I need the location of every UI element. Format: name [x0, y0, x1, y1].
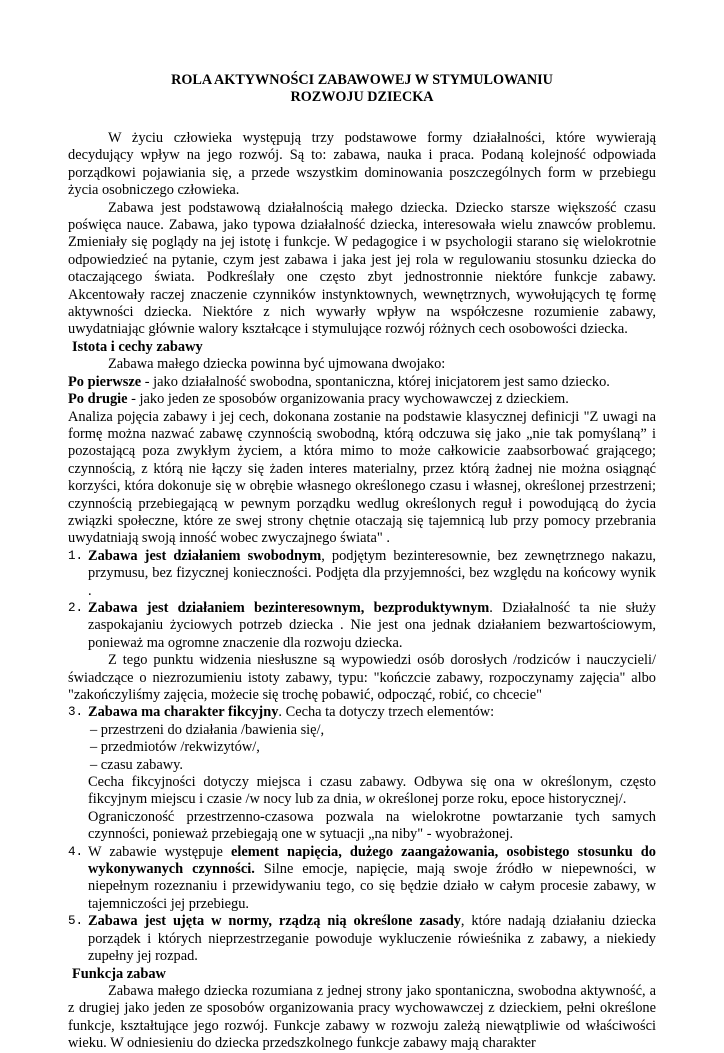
list-item-bold: Zabawa ma charakter fikcyjny — [88, 704, 279, 721]
paragraph-zabawa: Zabawa jest podstawową działalnością małego dziecka. Dziecko starsze większość czasu poświęca nauce. Zabawa, jako typowa działalność dziecka, interesowała wielu znawców problemu. Zmieniały się poglądy na jej istotę i funkcje. W pedagogice i w psychologii starano się wielokrotnie odpowiedzieć na pytanie, czym jest zabawa i jaka jest jej rola w regulowaniu stosunku dziecka do otaczającego świata. Podkreślały one często zbyt jednostronnie niektóre funkcje zabawy. Akcentowały raczej znaczenie czynników instynktownych, wewnętrznych, wywołujących tę formę aktywności dziecka. Niektóre z nich wywarły wpływ na współczesne rozumienie zabawy, uwydatniając głównie walory kształcące i stymulujące rozwój różnych cech osobowości dziecka. — [68, 199, 656, 338]
heading-istota: Istota i cechy zabawy — [72, 338, 203, 355]
list-item-bold-2: dużego zaangażowania, osobistego stosunku do wykonywanych czynności. — [88, 843, 657, 878]
list-number: 3. — [68, 705, 84, 720]
po-drugie-text: - jako jeden ze sposobów organizowania pracy wychowawczej z dzieckiem. — [127, 391, 569, 408]
list-item-3 — [68, 704, 656, 721]
list-item-bold: Zabawa jest działaniem swobodnym — [88, 547, 322, 564]
heading-funkcja: Funkcja zabaw — [72, 965, 166, 982]
dash-list-item: – przestrzeni do działania /bawienia się/, — [90, 721, 325, 738]
paragraph-funkcja: Zabawa małego dziecka rozumiana z jednej strony jako spontaniczna, swobodna aktywność, a z drugiej jako jeden ze sposobów organizowania pracy wychowawczej z dzieckiem, pełni określone funkcje, kształtujące jego rozwój. Funkcje zabawy w rozwoju zależą niewątpliwie od właściwości wieku. W odniesieniu do dziecka przedszkolnego funkcje zabawy mają charakter — [68, 982, 656, 1052]
dash-list — [90, 722, 656, 774]
list-item-4 — [68, 844, 656, 914]
list-item-body — [88, 600, 656, 652]
list-number: 4. — [68, 844, 84, 859]
paragraph-po-pierwsze — [68, 374, 656, 391]
list-item-bold: element napięcia — [231, 843, 339, 860]
fikcyjnosc-text-a: Cecha fikcyjności dotyczy miejsca i czasu zabawy. Odbywa się ona w określonym, często fikcyjnym miejscu i czasie /w nocy lub za dnia, — [88, 774, 656, 808]
list-item-body — [88, 844, 656, 914]
paragraph-ograniczonosc: Ograniczoność przestrzenno-czasowa pozwala na wielokrotne powtarzanie tych samych czynności, ponieważ przebiegają one w sytuacji „na niby" - wyobrażonej. — [88, 808, 656, 843]
paragraph-item2-continuation: Z tego punktu widzenia niesłuszne są wypowiedzi osób dorosłych /rodziców i nauczycieli/ świadczące o niezrozumieniu istoty zabawy, typu: "kończcie zabawy, rozpoczynamy zajęcia" albo "zakończyliśmy zajęcia, możecie się trochę pobawić, odpocząć, robić, co chcecie" — [68, 652, 656, 703]
list-item-text: , podjętym bezinteresownie, bez zewnętrznego nakazu, przymusu, bez fizycznej konieczności. Podjęta dla przyjemności, bez względu na końcowy wynik . — [88, 547, 656, 599]
paragraph-dwojako: Zabawa małego dziecka powinna być ujmowana dwojako: — [108, 356, 446, 373]
document-title — [68, 72, 656, 106]
list-item-1 — [68, 548, 656, 600]
list-item-text: . Działalność ta nie służy zaspokajaniu życiowych potrzeb dziecka . Nie jest ona jednak działaniem bezwartościowym, ponieważ ma ogromne znaczenie dla rozwoju dziecka. — [88, 599, 656, 651]
list-item-text: Silne emocje, napięcie, mają swoje źródło w niepewności, w niepełnym rozeznaniu i przewidywaniu tego, co się będzie działo w całym procesie zabawy, w tajemniczości jej przebiegu. — [88, 861, 656, 912]
list-number: 2. — [68, 600, 84, 615]
po-pierwsze-text: - jako działalność swobodna, spontaniczna, której inicjatorem jest samo dziecko. — [141, 373, 610, 390]
paragraph-definition: Analiza pojęcia zabawy i jej cech, dokonana zostanie na podstawie klasycznej definicji "Z uwagi na formę można nazwać zabawę czynnością swobodną, którą odczuwa się jako „nie tak pomyślaną” i pozostającą poza zwykłym życiem, a która mimo to może całkowicie zaabsorbować grającego; czynnością, z którą nie łączy się żaden interes materialny, przez którą żadnej nie można osiągnąć korzyści, która dokonuje się w obrębie własnego określonego czasu i własnej, określonej przestrzeni; czynnością przebiegającą w pewnym porządku wedlug określonych reguł i powodującą do życia związki społeczne, które ze swej strony chętnie otaczają się tajemnicą lub przy pomocy przebrania uwydatniają swoją inność wobec zwyczajnego świata" . — [68, 408, 656, 547]
list-item-bold: Zabawa jest ujęta w normy, rządzą nią określone zasady — [88, 913, 461, 930]
list-item-pre: W zabawie występuje — [88, 843, 232, 860]
list-item-body — [88, 548, 656, 600]
list-item-body — [88, 913, 656, 965]
list-number: 1. — [68, 548, 84, 563]
paragraph-fikcyjnosc — [88, 774, 656, 809]
list-item-bold: Zabawa jest działaniem bezinteresownym, bezproduktywnym — [88, 599, 490, 616]
dash-list-item: – czasu zabawy. — [90, 756, 183, 773]
dash-list-item: – przedmiotów /rekwizytów/, — [90, 739, 260, 756]
list-item-text: , które nadają działaniu dziecka porządek i których nieprzestrzeganie powoduje wykluczenie rówieśnika z zabawy, a niekiedy zupełny jej rozpad. — [88, 913, 656, 965]
fikcyjnosc-text-b: określonej porze roku, epoce historycznej/. — [374, 791, 627, 808]
po-drugie-label: Po drugie — [68, 391, 128, 408]
list-item-2 — [68, 600, 656, 652]
title-line-2: ROZWOJU DZIECKA — [290, 89, 434, 105]
title-line-1: ROLA AKTYWNOŚCI ZABAWOWEJ W STYMULOWANIU — [171, 72, 553, 88]
list-number: 5. — [68, 914, 84, 929]
list-item-text: . Cecha ta dotyczy trzech elementów: — [278, 704, 495, 721]
list-item-body — [88, 704, 656, 721]
list-item-5 — [68, 913, 656, 965]
fikcyjnosc-em: w — [365, 791, 375, 808]
document-page — [68, 72, 656, 1053]
list-item-sep: , — [338, 843, 350, 860]
paragraph-intro: W życiu człowieka występują trzy podstawowe formy działalności, które wywierają decydujący wpływ na jego rozwój. Są to: zabawa, nauka i praca. Podaną kolejność odpowiada porządkowi pojawiania się, a przede wszystkim dominowania poszczególnych form w przebiegu życia osobniczego człowieka. — [68, 130, 656, 199]
paragraph-po-drugie — [68, 391, 656, 408]
po-pierwsze-label: Po pierwsze — [68, 373, 142, 390]
